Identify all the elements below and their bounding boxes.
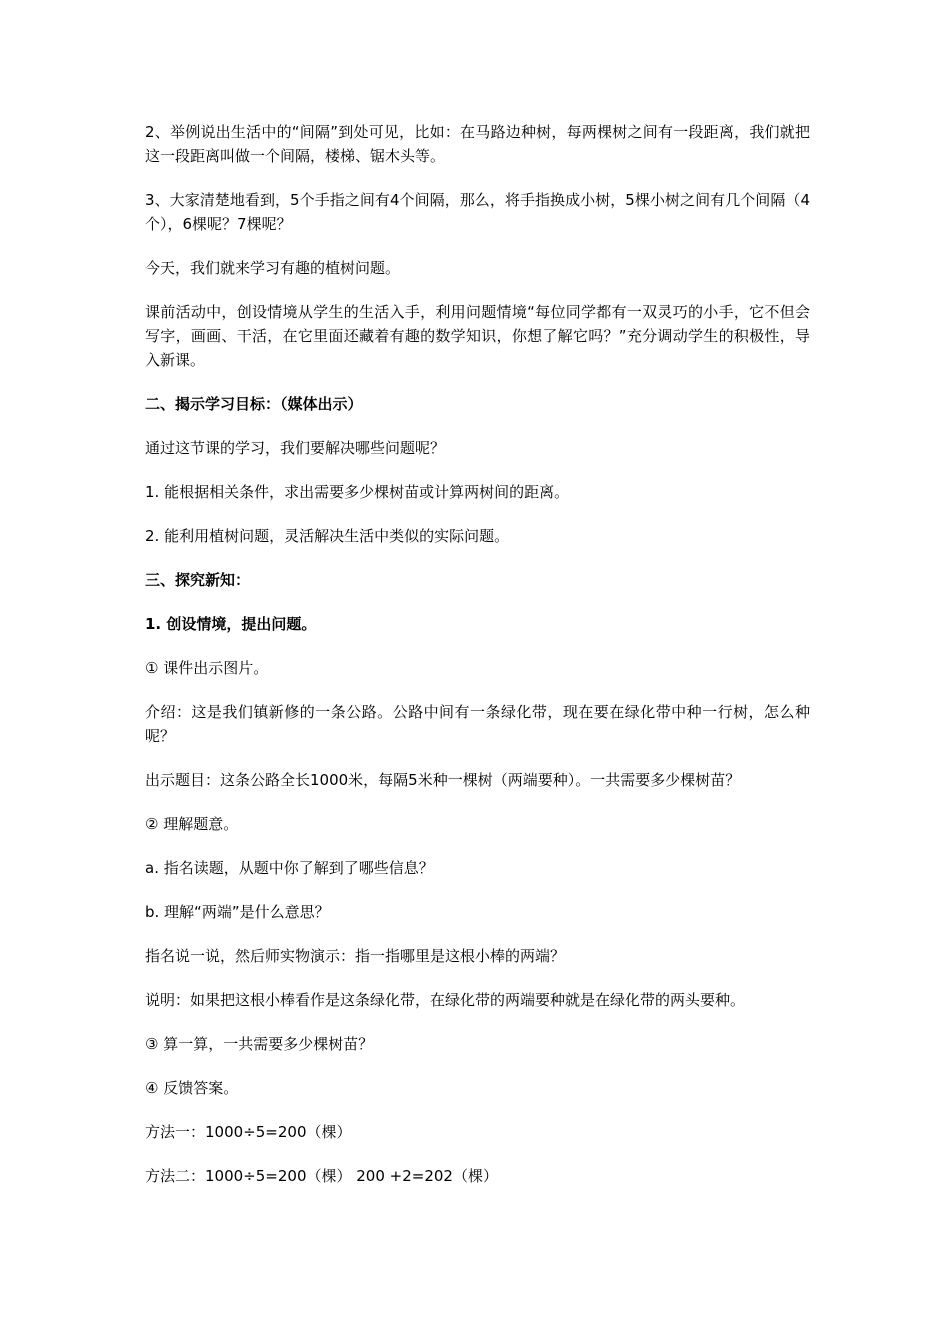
- method-2: 方法二：1000÷5=200（棵） 200 +2=202（棵）: [145, 1167, 498, 1185]
- document-page: [145, 120, 810, 1208]
- paragraph-18: 说明：如果把这根小棒看作是这条绿化带，在绿化带的两端要种就是在绿化带的两头要种。: [145, 991, 746, 1009]
- paragraph-1: 2、举例说出生活中的“间隔”到处可见，比如：在马路边种树，每两棵树之间有一段距离，我们就把这一段距离叫做一个间隔，楼梯、锯木头等。: [145, 123, 810, 165]
- paragraph-2: 3、大家清楚地看到，5个手指之间有4个间隔，那么，将手指换成小树，5棵小树之间有几个间隔（4个），6棵呢？7棵呢？: [145, 191, 810, 233]
- step-4: ④ 反馈答案。: [145, 1079, 239, 1097]
- paragraph-4: 课前活动中，创设情境从学生的生活入手，利用问题情境“每位同学都有一双灵巧的小手，它不但会写字，画画、干活，在它里面还藏着有趣的数学知识，你想了解它吗？”充分调动学生的积极性，导入新课。: [145, 303, 810, 369]
- step-2: ② 理解题意。: [145, 815, 239, 833]
- method-1: 方法一：1000÷5=200（棵）: [145, 1123, 352, 1141]
- section-heading-3: 三、探究新知：: [145, 571, 251, 589]
- paragraph-3: 今天，我们就来学习有趣的植树问题。: [145, 259, 401, 277]
- item-a: a. 指名读题，从题中你了解到了哪些信息？: [145, 859, 434, 877]
- subsection-heading-1: 1. 创设情境，提出问题。: [145, 615, 317, 633]
- paragraph-13: 出示题目：这条公路全长1000米，每隔5米种一棵树（两端要种）。一共需要多少棵树苗？: [145, 771, 741, 789]
- step-3: ③ 算一算，一共需要多少棵树苗？: [145, 1035, 374, 1053]
- step-1: ① 课件出示图片。: [145, 659, 269, 677]
- paragraph-12: 介绍：这是我们镇新修的一条公路。公路中间有一条绿化带，现在要在绿化带中种一行树，怎么种呢？: [145, 703, 810, 745]
- paragraph-17: 指名说一说，然后师实物演示：指一指哪里是这根小棒的两端？: [145, 947, 566, 965]
- goal-item-2: 2. 能利用植树问题，灵活解决生活中类似的实际问题。: [145, 527, 510, 545]
- section-heading-2: 二、揭示学习目标：（媒体出示）: [145, 395, 363, 413]
- paragraph-6: 通过这节课的学习，我们要解决哪些问题呢？: [145, 439, 446, 457]
- goal-item-1: 1. 能根据相关条件，求出需要多少棵树苗或计算两树间的距离。: [145, 483, 570, 501]
- item-b: b. 理解“两端”是什么意思？: [145, 903, 330, 921]
